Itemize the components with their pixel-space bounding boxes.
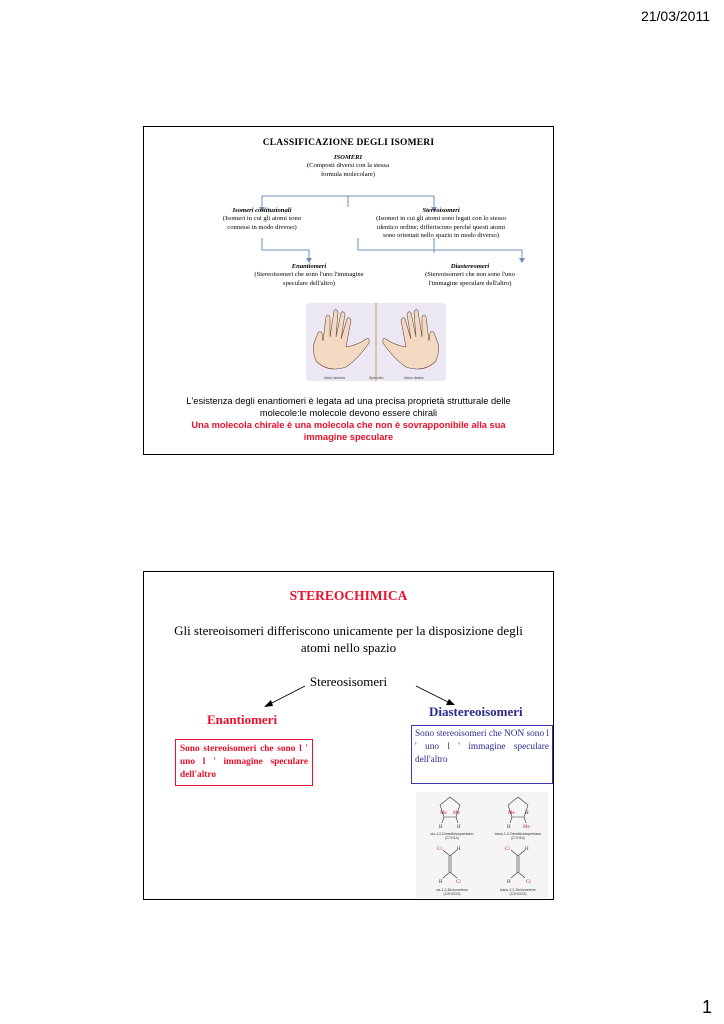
- node-enantiomers: Enantiomeri (Stereoisomeri che sono l'uno l'immagine speculare dell'altro): [254, 263, 364, 287]
- slide-isomer-classification: [143, 126, 554, 455]
- atom-cl-3: Cl: [526, 880, 531, 885]
- caption-left-hand: Mano sinistra: [324, 376, 345, 380]
- hands-illustration: [306, 303, 446, 381]
- caption-mirror: Specchio: [369, 376, 384, 380]
- atom-h-8: H: [507, 880, 511, 885]
- enantiomers-heading: Enantiomeri: [207, 712, 278, 727]
- atom-me-1: Me: [440, 811, 447, 816]
- atom-cl-2: Cl: [505, 847, 510, 852]
- node-isomers: ISOMERI (Composti diversi con la stessa formula molecolare): [306, 154, 390, 178]
- atom-h-2: H: [457, 825, 461, 830]
- caption-trans-ring: trans-1,2-Dimetilciclopentano (C7H14): [494, 832, 542, 841]
- page-number: 1: [701, 997, 712, 1017]
- caption-trans-alkene: trans-1,2-Dicloroetene (C2H2Cl2): [500, 888, 536, 897]
- stereo-arrows: [144, 572, 553, 712]
- atom-cl-1: Cl: [437, 847, 442, 852]
- diastereomer-structures-image: [416, 792, 548, 898]
- diastereoisomers-definition: Sono stereoisomeri che NON sono l ' uno l ' immagine speculare dell'altro: [411, 725, 553, 784]
- chirality-explanation: L'esistenza degli enantiomeri è legata ad una precisa proprietà strutturale delle molecole:le molecole devono essere chirali Una molecola chirale è una molecola che non è sovrapponibile alla sua immagine speculare: [186, 396, 511, 442]
- diastereoisomers-heading: Diastereoisomeri: [429, 704, 523, 719]
- node-diastereomers: Diastereomeri (Stereoisomeri che non sono l'uno l'immagine speculare dell'altro): [425, 263, 515, 287]
- atom-h-6: H: [439, 880, 443, 885]
- atom-cl-4: Cl: [456, 880, 461, 885]
- caption-cis-ring: cis-1,2-Dimetilciclopentano (C7H14): [430, 832, 474, 841]
- atom-h-7: H: [525, 847, 529, 852]
- atom-h-3: H: [507, 825, 511, 830]
- atom-h-5: H: [457, 847, 461, 852]
- atom-me-2: Me: [453, 811, 460, 816]
- mirror-hands-image: [306, 303, 446, 381]
- node-constitutional-isomers: Isomeri costituzionali (Isomeri in cui gli atomi sono connessi in modo diverso): [222, 207, 302, 231]
- atom-h-1: H: [439, 825, 443, 830]
- caption-right-hand: Mano destra: [404, 376, 424, 380]
- caption-cis-alkene: cis-1,2-Dicloroetene (C2H2Cl2): [436, 888, 468, 897]
- stereochemistry-title: STEREOCHIMICA: [289, 588, 408, 603]
- enantiomers-definition: Sono stereoisomeri che sono l ' uno l ' immagine speculare dell'altro: [175, 739, 313, 786]
- node-stereoisomers: Stereoisomeri (Isomeri in cui gli atomi sono legati con lo stesso identico ordine; differiscono perché questi atomi sono orientati nello spazio in modo diverso): [376, 207, 506, 240]
- atom-h-4: H: [525, 811, 529, 816]
- atom-me-3: Me: [508, 811, 515, 816]
- slide-stereochemistry: [143, 571, 554, 900]
- atom-me-4: Me: [523, 825, 530, 830]
- stereoisomers-intro: Gli stereoisomeri differiscono unicamente per la disposizione degli atomi nello spazio: [174, 623, 523, 655]
- molecule-structures: [416, 792, 548, 898]
- date-header: 21/03/2011: [640, 8, 710, 24]
- stereoisomers-label: Stereosisomeri: [309, 674, 388, 689]
- classification-title: CLASSIFICAZIONE DEGLI ISOMERI: [262, 138, 435, 148]
